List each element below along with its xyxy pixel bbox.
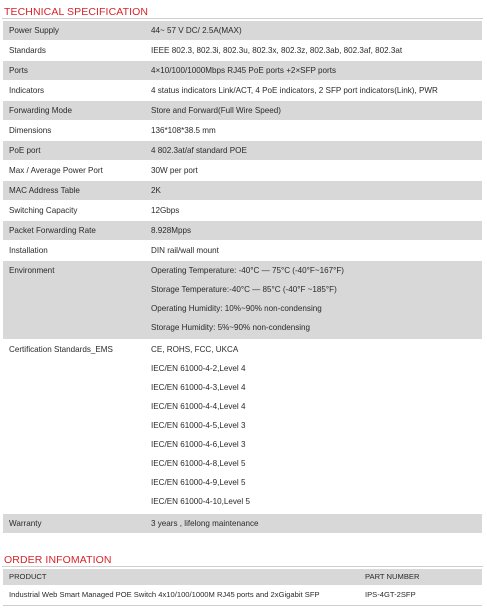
spec-value-cell bbox=[145, 61, 482, 81]
spec-row bbox=[3, 81, 482, 101]
spec-row bbox=[3, 21, 482, 41]
spec-row bbox=[3, 41, 482, 61]
spec-row bbox=[3, 514, 482, 534]
spec-value-cell bbox=[145, 121, 482, 141]
spec-value: 4 802.3at/af standard POE bbox=[151, 146, 247, 155]
spec-row bbox=[3, 181, 482, 201]
spec-value: 12Gbps bbox=[151, 206, 180, 215]
spec-row bbox=[3, 241, 482, 261]
spec-value: Operating Humidity: 10%~90% non-condensing bbox=[151, 304, 322, 313]
spec-value: 30W per port bbox=[151, 166, 198, 175]
spec-row bbox=[3, 141, 482, 161]
order-section-title: ORDER INFOMATION bbox=[4, 554, 112, 566]
order-row bbox=[3, 585, 482, 606]
spec-value: IEC/EN 61000-4-5,Level 3 bbox=[151, 421, 246, 430]
spec-value: IEC/EN 61000-4-10,Level 5 bbox=[151, 497, 250, 506]
spec-value-cell bbox=[145, 514, 482, 534]
spec-value-cell bbox=[145, 261, 482, 340]
spec-label: Environment bbox=[3, 261, 145, 340]
spec-value: Storage Humidity: 5%~90% non-condensing bbox=[151, 323, 311, 332]
spec-label: Indicators bbox=[3, 81, 145, 101]
spec-value-cell bbox=[145, 221, 482, 241]
spec-label: Certification Standards_EMS bbox=[3, 340, 145, 514]
spec-value: 8.928Mpps bbox=[151, 226, 192, 235]
spec-label: Switching Capacity bbox=[3, 201, 145, 221]
spec-value: 2K bbox=[151, 186, 161, 195]
spec-value: DIN rail/wall mount bbox=[151, 246, 219, 255]
order-header-row bbox=[3, 569, 482, 585]
spec-table bbox=[3, 21, 482, 534]
spec-value: CE, ROHS, FCC, UKCA bbox=[151, 345, 239, 354]
order-product: Industrial Web Smart Managed POE Switch 4x10/100/1000M RJ45 ports and 2xGigabit SFP bbox=[3, 585, 359, 606]
spec-value-cell bbox=[145, 101, 482, 121]
spec-value: IEEE 802.3, 802.3i, 802.3u, 802.3x, 802.3z, 802.3ab, 802.3af, 802.3at bbox=[151, 46, 403, 55]
spec-label: PoE port bbox=[3, 141, 145, 161]
order-part-number: IPS-4GT-2SFP bbox=[359, 585, 482, 606]
spec-value: 136*108*38.5 mm bbox=[151, 126, 216, 135]
spec-label: Warranty bbox=[3, 514, 145, 534]
spec-label: Packet Forwarding Rate bbox=[3, 221, 145, 241]
spec-value: Operating Temperature: -40°C — 75°C (-40°F~167°F) bbox=[151, 266, 344, 275]
spec-row bbox=[3, 201, 482, 221]
spec-row bbox=[3, 61, 482, 81]
order-header-product: PRODUCT bbox=[3, 569, 359, 585]
spec-label: Dimensions bbox=[3, 121, 145, 141]
spec-label: Standards bbox=[3, 41, 145, 61]
spec-value: IEC/EN 61000-4-8,Level 5 bbox=[151, 459, 246, 468]
spec-value: 4×10/100/1000Mbps RJ45 PoE ports +2×SFP ports bbox=[151, 66, 337, 75]
spec-value: IEC/EN 61000-4-3,Level 4 bbox=[151, 383, 246, 392]
spec-value-cell bbox=[145, 141, 482, 161]
spec-title-rule bbox=[2, 18, 483, 19]
spec-row bbox=[3, 121, 482, 141]
spec-label: Ports bbox=[3, 61, 145, 81]
spec-section-title: TECHNICAL SPECIFICATION bbox=[4, 6, 149, 18]
spec-label: Power Supply bbox=[3, 21, 145, 41]
spec-value-cell bbox=[145, 181, 482, 201]
spec-value-cell bbox=[145, 340, 482, 514]
spec-value-cell bbox=[145, 241, 482, 261]
spec-value: IEC/EN 61000-4-6,Level 3 bbox=[151, 440, 246, 449]
spec-row bbox=[3, 161, 482, 181]
spec-row bbox=[3, 221, 482, 241]
order-table bbox=[3, 569, 482, 606]
spec-value: Store and Forward(Full Wire Speed) bbox=[151, 106, 281, 115]
spec-value: 44~ 57 V DC/ 2.5A(MAX) bbox=[151, 26, 242, 35]
spec-value: IEC/EN 61000-4-4,Level 4 bbox=[151, 402, 246, 411]
spec-value-cell bbox=[145, 21, 482, 41]
spec-value: 3 years , lifelong maintenance bbox=[151, 519, 259, 528]
spec-row bbox=[3, 261, 482, 340]
order-title-rule bbox=[2, 566, 483, 567]
spec-label: Installation bbox=[3, 241, 145, 261]
spec-row bbox=[3, 340, 482, 514]
spec-value-cell bbox=[145, 161, 482, 181]
spec-value-cell bbox=[145, 201, 482, 221]
spec-value-cell bbox=[145, 81, 482, 101]
spec-label: Max / Average Power Port bbox=[3, 161, 145, 181]
spec-value-cell bbox=[145, 41, 482, 61]
spec-value: IEC/EN 61000-4-9,Level 5 bbox=[151, 478, 246, 487]
spec-label: Forwarding Mode bbox=[3, 101, 145, 121]
spec-value: IEC/EN 61000-4-2,Level 4 bbox=[151, 364, 246, 373]
spec-label: MAC Address Table bbox=[3, 181, 145, 201]
order-header-part-number: PART NUMBER bbox=[359, 569, 482, 585]
spec-row bbox=[3, 101, 482, 121]
spec-value: Storage Temperature:-40°C — 85°C (-40°F ~185°F) bbox=[151, 285, 337, 294]
spec-value: 4 status indicators Link/ACT, 4 PoE indicators, 2 SFP port indicators(Link), PWR bbox=[151, 86, 438, 95]
